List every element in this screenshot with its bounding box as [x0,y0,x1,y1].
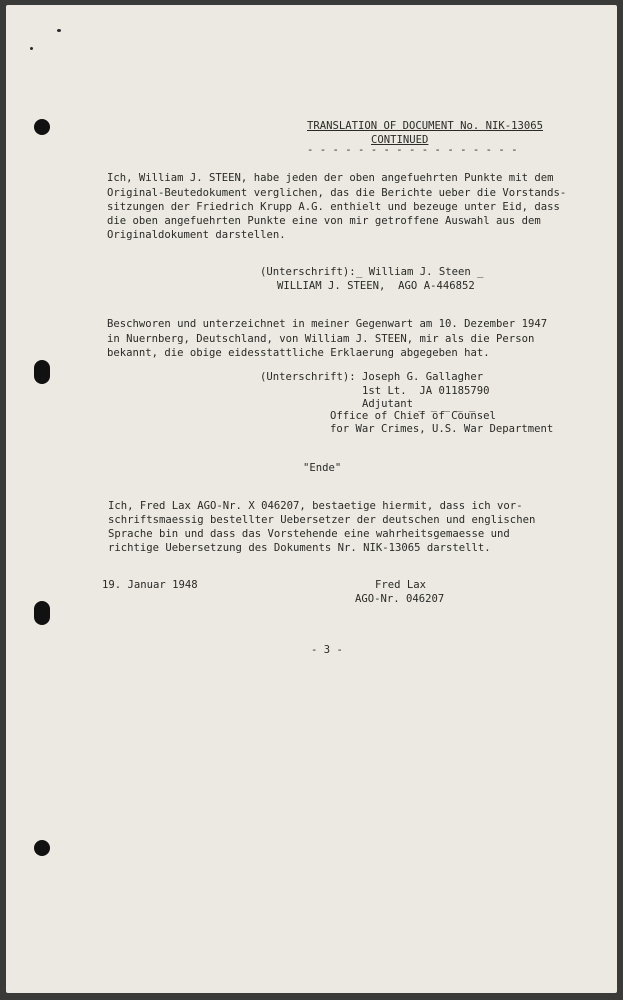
title-dash-line: _ _ _ _ _ [418,400,476,412]
statement-line: Originaldokument darstellen. [107,229,286,241]
translator-line: Ich, Fred Lax AGO-Nr. X 046207, bestaetige hiermit, dass ich vor- [108,500,523,512]
page-number: - 3 - [311,644,343,656]
signature-name: _ William J. Steen _ [356,266,484,278]
statement-line: Ich, William J. STEEN, habe jeden der oben angefuehrten Punkte mit dem [107,172,554,184]
continued-label: CONTINUED [371,134,429,146]
punch-hole [34,840,50,856]
signatory-name: Joseph G. Gallagher [362,371,484,383]
signature-label: (Unterschrift): [260,266,356,278]
statement-line: sitzungen der Friedrich Krupp A.G. enthielt und bezeuge unter Eid, dass [107,201,560,213]
signature-typed-name: WILLIAM J. STEEN, AGO A-446852 [277,280,475,292]
office-line: for War Crimes, U.S. War Department [330,423,554,435]
punch-hole [34,360,50,384]
document-page [6,5,617,993]
statement-line: Original-Beutedokument verglichen, das die Berichte ueber die Vorstands- [107,187,567,199]
punch-hole [34,119,50,135]
document-date: 19. Januar 1948 [102,579,198,591]
punch-hole [34,601,50,625]
translator-ago-number: AGO-Nr. 046207 [355,593,445,605]
statement-line: die oben angefuehrten Punkte eine von mir getroffene Auswahl aus dem [107,215,541,227]
translator-line: schriftsmaessig bestellter Uebersetzer der deutschen und englischen [108,514,536,526]
signature-label: (Unterschrift): [260,371,356,383]
header-dash-line: - - - - - - - - - - - - - - - - - [307,144,518,156]
translator-name: Fred Lax [375,579,427,591]
signatory-rank: 1st Lt. JA 01185790 [362,385,490,397]
oath-line: bekannt, die obige eidesstattliche Erklaerung abgegeben hat. [107,347,490,359]
oath-line: in Nuernberg, Deutschland, von William J. STEEN, mir als die Person [107,333,535,345]
signatory-title: Adjutant [362,398,414,410]
end-marker: "Ende" [303,462,342,474]
office-line: Office of Chief of Counsel [330,410,496,422]
oath-line: Beschworen und unterzeichnet in meiner Gegenwart am 10. Dezember 1947 [107,318,548,330]
ink-speck [30,47,33,50]
translator-line: Sprache bin und dass das Vorstehende eine wahrheitsgemaesse und [108,528,510,540]
ink-speck [57,29,61,32]
document-title: TRANSLATION OF DOCUMENT No. NIK-13065 [307,120,543,132]
translator-line: richtige Uebersetzung des Dokuments Nr. NIK-13065 darstellt. [108,542,491,554]
